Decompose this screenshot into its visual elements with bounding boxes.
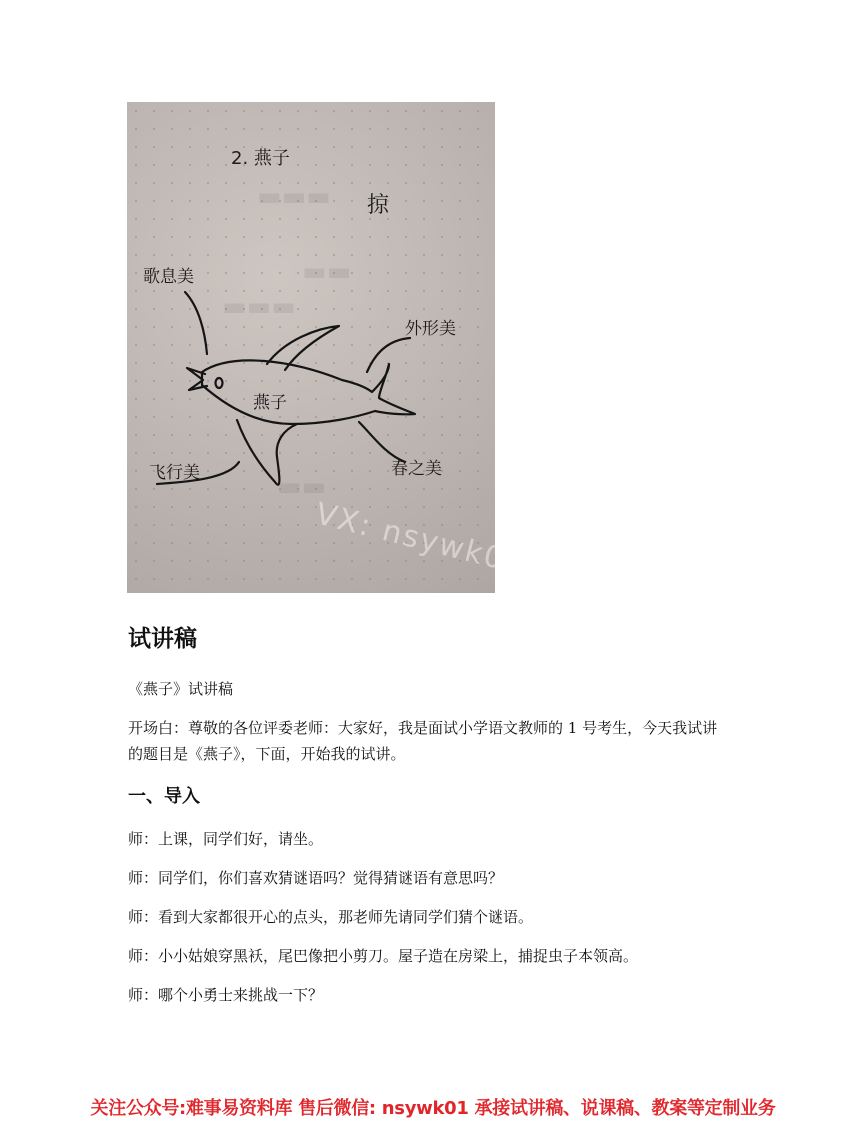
bleed-through-text: ▬▬▬ <box>222 292 296 322</box>
photo-watermark: VX: nsywk01 <box>311 496 530 583</box>
doc-subtitle: 《燕子》试讲稿 <box>128 680 234 698</box>
bleed-through-text: ▬▬▬ <box>257 182 331 212</box>
label-bottom-left: 飞行美 <box>149 463 200 483</box>
photo-title: 2. 燕子 <box>231 148 290 169</box>
dialogue-line: 师：看到大家都很开心的点头，那老师先请同学们猜个谜语。 <box>128 908 534 926</box>
dialogue-line: 师：同学们，你们喜欢猜谜语吗？觉得猜谜语有意思吗？ <box>128 869 504 887</box>
doc-heading: 试讲稿 <box>128 626 197 652</box>
swallow-drawing <box>127 102 495 593</box>
label-top-left: 歌息美 <box>143 267 194 287</box>
label-bottom-right: 春之美 <box>391 459 442 479</box>
dialogue-line: 师：哪个小勇士来挑战一下？ <box>128 986 324 1004</box>
label-right-top: 外形美 <box>405 319 456 339</box>
bleed-through-text: ▬▬ <box>302 257 352 287</box>
section-heading: 一、导入 <box>128 786 200 807</box>
photo-top-right-char: 掠 <box>367 193 390 218</box>
sketch-photo <box>127 102 530 593</box>
dialogue-line: 师：小小姑娘穿黑袄，尾巴像把小剪刀。屋子造在房梁上，捕捉虫子本领高。 <box>128 947 639 965</box>
swallow-center-label: 燕子 <box>253 393 287 413</box>
promo-footer: 关注公众号:难事易资料库 售后微信: nsywk01 承接试讲稿、说课稿、教案等定制业务 <box>90 1098 776 1119</box>
bleed-through-text: ▬▬ <box>277 472 327 502</box>
doc-intro: 开场白：尊敬的各位评委老师：大家好，我是面试小学语文教师的 1 号考生，今天我试讲的题目是《燕子》，下面，开始我的试讲。 <box>128 719 718 763</box>
dialogue-line: 师：上课，同学们好，请坐。 <box>128 830 324 848</box>
